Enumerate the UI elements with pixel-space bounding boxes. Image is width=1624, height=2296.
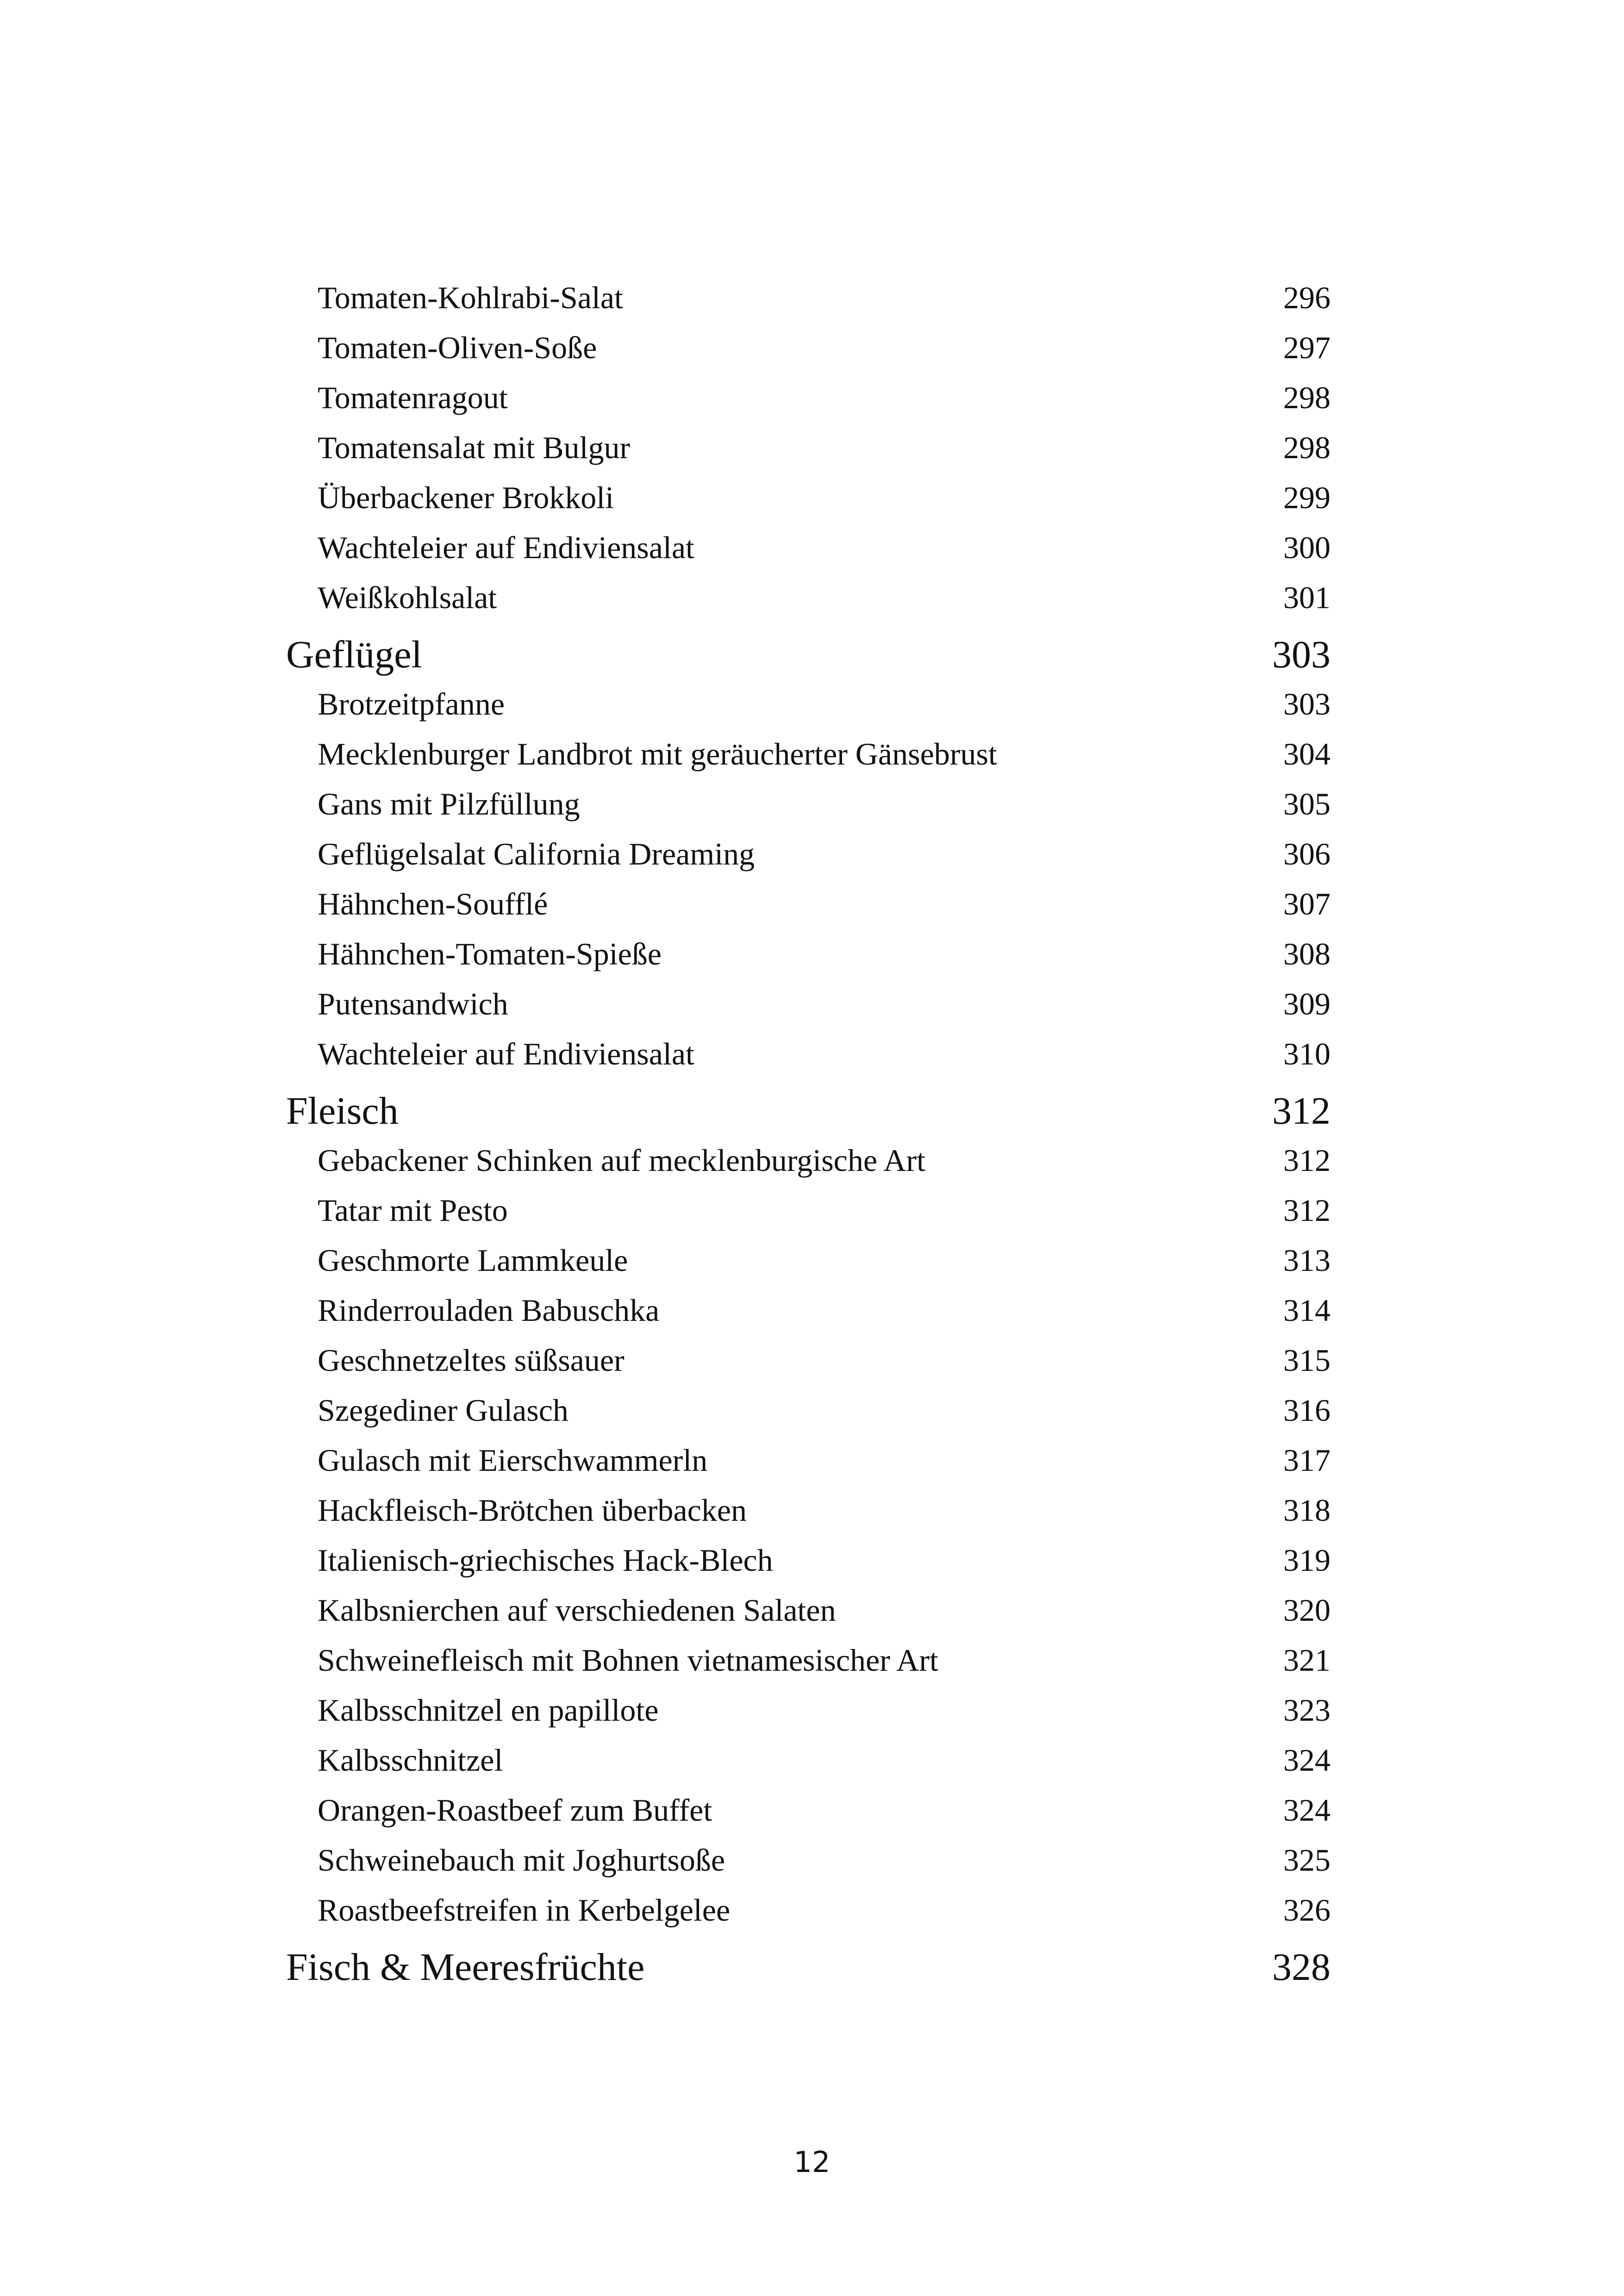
toc-entry	[0, 377, 1624, 418]
toc-section-heading	[0, 1942, 1624, 1993]
toc-entry-page: 317	[1283, 1443, 1330, 1478]
toc-entry-title: Tatar mit Pesto	[318, 1193, 508, 1228]
toc-entry-page: 301	[1283, 580, 1330, 615]
toc-entry	[0, 783, 1624, 825]
toc-entry	[0, 983, 1624, 1025]
toc-entry-title: Orangen-Roastbeef zum Buffet	[318, 1792, 712, 1828]
toc-entry	[0, 1639, 1624, 1681]
toc-entry-page: 300	[1283, 530, 1330, 565]
toc-entry-title: Tomatenragout	[318, 380, 508, 415]
toc-entry-page: 296	[1283, 280, 1330, 315]
toc-section-title: Fisch & Meeresfrüchte	[286, 1946, 645, 1989]
toc-entry-page: 324	[1283, 1742, 1330, 1778]
toc-entry	[0, 577, 1624, 618]
toc-entry	[0, 733, 1624, 775]
toc-entry-page: 310	[1283, 1036, 1330, 1071]
toc-entry-title: Roastbeefstreifen in Kerbelgelee	[318, 1892, 731, 1928]
toc-entry-page: 323	[1283, 1692, 1330, 1728]
toc-entry	[0, 1289, 1624, 1331]
toc-entry-page: 299	[1283, 480, 1330, 515]
toc-entry-title: Tomatensalat mit Bulgur	[318, 430, 631, 465]
toc-entry-page: 319	[1283, 1543, 1330, 1578]
toc-entry-page: 313	[1283, 1243, 1330, 1278]
toc-entry-page: 320	[1283, 1593, 1330, 1628]
toc-entry	[0, 1689, 1624, 1731]
toc-entry-page: 326	[1283, 1892, 1330, 1928]
toc-entry	[0, 1489, 1624, 1531]
toc-entry	[0, 1339, 1624, 1381]
toc-entry	[0, 1139, 1624, 1181]
toc-entry	[0, 1839, 1624, 1881]
toc-entry-page: 315	[1283, 1343, 1330, 1378]
toc-entry-title: Italienisch-griechisches Hack-Blech	[318, 1543, 773, 1578]
toc-section-title: Geflügel	[286, 633, 422, 676]
toc-entry	[0, 1589, 1624, 1631]
toc-entry-title: Wachteleier auf Endiviensalat	[318, 1036, 694, 1071]
toc-entry-page: 303	[1283, 686, 1330, 722]
toc-entry-title: Schweinebauch mit Joghurtsoße	[318, 1842, 725, 1878]
toc-entry-title: Weißkohlsalat	[318, 580, 497, 615]
toc-entry-title: Szegediner Gulasch	[318, 1393, 568, 1428]
toc-entry-title: Geschmorte Lammkeule	[318, 1243, 628, 1278]
toc-entry-title: Tomaten-Kohlrabi-Salat	[318, 280, 623, 315]
toc-section-heading	[0, 1086, 1624, 1137]
toc-entry-page: 324	[1283, 1792, 1330, 1828]
toc-entry-title: Geflügelsalat California Dreaming	[318, 836, 755, 871]
toc-entry-title: Rinderrouladen Babuschka	[318, 1293, 660, 1328]
toc-entry-page: 318	[1283, 1493, 1330, 1528]
toc-entry	[0, 1539, 1624, 1581]
toc-entry-page: 308	[1283, 936, 1330, 971]
toc-entry	[0, 1033, 1624, 1075]
toc-entry	[0, 1789, 1624, 1831]
toc-entry	[0, 527, 1624, 568]
toc-entry	[0, 1389, 1624, 1431]
toc-entry	[0, 477, 1624, 518]
toc-entry-page: 305	[1283, 786, 1330, 821]
toc-entry-page: 298	[1283, 380, 1330, 415]
toc-entry-title: Hackfleisch-Brötchen überbacken	[318, 1493, 747, 1528]
toc-entry-page: 316	[1283, 1393, 1330, 1428]
toc-entry	[0, 277, 1624, 318]
toc-entry	[0, 1239, 1624, 1281]
toc-entry	[0, 1439, 1624, 1481]
toc-entry-title: Geschnetzeltes süßsauer	[318, 1343, 625, 1378]
toc-entry-title: Kalbsschnitzel en papillote	[318, 1692, 659, 1728]
toc-entry-page: 312	[1283, 1143, 1330, 1178]
toc-entry-page: 304	[1283, 736, 1330, 772]
toc-entry-title: Kalbsnierchen auf verschiedenen Salaten	[318, 1593, 836, 1628]
toc-entry	[0, 1889, 1624, 1931]
toc-entry-page: 325	[1283, 1842, 1330, 1878]
toc-entry	[0, 327, 1624, 368]
page-number: 12	[793, 2145, 831, 2179]
toc-entry-title: Gans mit Pilzfüllung	[318, 786, 580, 821]
toc-entry-title: Schweinefleisch mit Bohnen vietnamesischer Art	[318, 1643, 938, 1678]
toc-entry-page: 309	[1283, 986, 1330, 1021]
toc-entry-title: Gulasch mit Eierschwammerln	[318, 1443, 708, 1478]
toc-entry-title: Mecklenburger Landbrot mit geräucherter Gänsebrust	[318, 736, 997, 772]
toc-entry	[0, 933, 1624, 975]
toc-entry-page: 298	[1283, 430, 1330, 465]
toc-entry-title: Gebackener Schinken auf mecklenburgische Art	[318, 1143, 925, 1178]
toc-entry-title: Tomaten-Oliven-Soße	[318, 330, 597, 365]
toc-entry-title: Putensandwich	[318, 986, 508, 1021]
toc-entry-page: 306	[1283, 836, 1330, 871]
toc-entry-title: Wachteleier auf Endiviensalat	[318, 530, 694, 565]
toc-section-page: 303	[1272, 633, 1330, 676]
toc-section-title: Fleisch	[286, 1089, 399, 1132]
toc-entry	[0, 1739, 1624, 1781]
toc-entry-page: 307	[1283, 886, 1330, 921]
toc-entry-title: Überbackener Brokkoli	[318, 480, 614, 515]
toc-entry-title: Hähnchen-Tomaten-Spieße	[318, 936, 662, 971]
toc-section-page: 328	[1272, 1946, 1330, 1989]
toc-entry	[0, 683, 1624, 725]
toc-entry	[0, 833, 1624, 875]
toc-entry-page: 314	[1283, 1293, 1330, 1328]
toc-section-heading	[0, 629, 1624, 680]
toc-entry-page: 297	[1283, 330, 1330, 365]
toc-entry-title: Kalbsschnitzel	[318, 1742, 503, 1778]
toc-entry	[0, 883, 1624, 925]
toc-entry-title: Brotzeitpfanne	[318, 686, 505, 722]
toc-section-page: 312	[1272, 1089, 1330, 1132]
toc-entry	[0, 1189, 1624, 1231]
toc-entry	[0, 427, 1624, 468]
toc-entry-page: 321	[1283, 1643, 1330, 1678]
toc-entry-page: 312	[1283, 1193, 1330, 1228]
toc-entry-title: Hähnchen-Soufflé	[318, 886, 548, 921]
